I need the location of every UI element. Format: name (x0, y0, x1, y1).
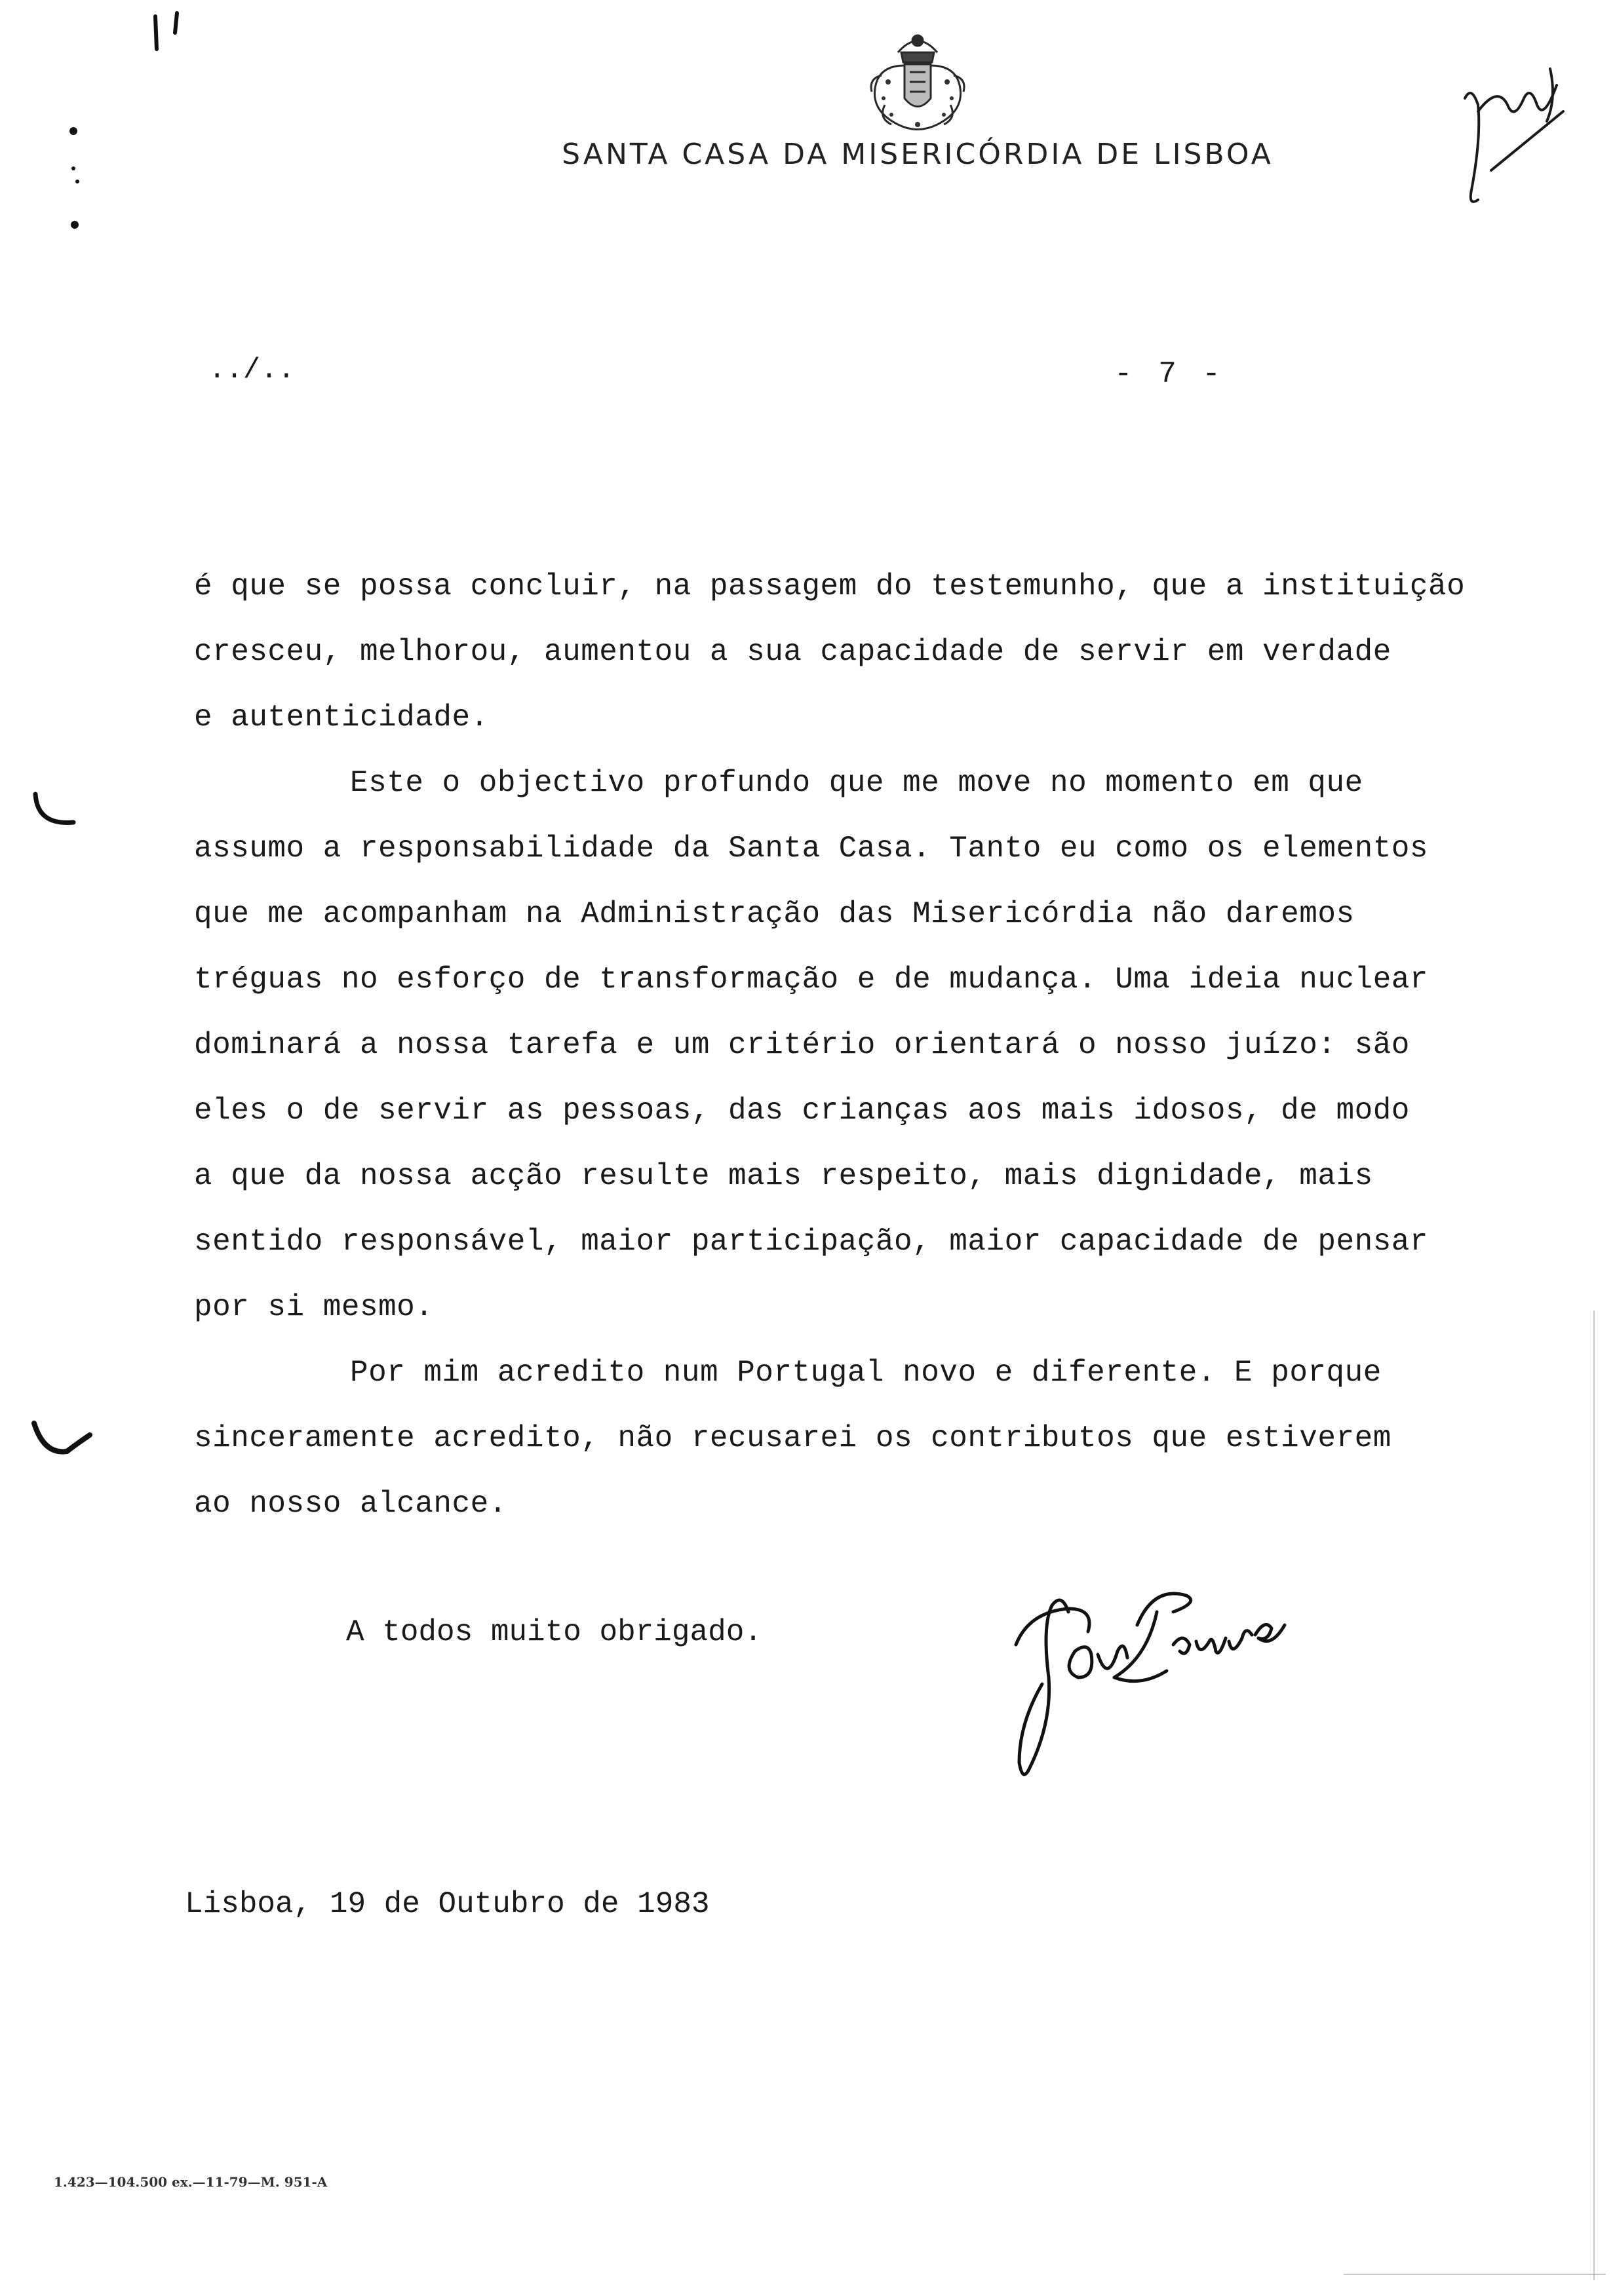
text-line: assumo a responsabilidade da Santa Casa. Tanto eu como os elementos (194, 832, 1429, 866)
margin-mark-icon (147, 10, 200, 56)
text-line: sinceramente acredito, não recusarei os contributos que estiverem (194, 1421, 1391, 1455)
text-line: Por mim acredito num Portugal novo e diferente. E porque (350, 1356, 1382, 1390)
margin-dots-icon (59, 121, 92, 233)
letter-body (194, 554, 1584, 1537)
text-line: por si mesmo. (194, 1290, 434, 1324)
tick-mark-icon (28, 1415, 100, 1468)
text-line: tréguas no esforço de transformação e de mudança. Uma ideia nuclear (194, 963, 1429, 997)
closing-line: A todos muito obrigado. (346, 1615, 762, 1649)
scan-artifact (1593, 1311, 1595, 2280)
text-line: que me acompanham na Administração das Misericórdia não daremos (194, 897, 1355, 931)
text-line: e autenticidade. (194, 700, 489, 735)
text-line: cresceu, melhorou, aumentou a sua capacidade de servir em verdade (194, 635, 1391, 669)
handwritten-signature (990, 1573, 1304, 1782)
text-line: a que da nossa acção resulte mais respeito, mais dignidade, mais (194, 1159, 1373, 1193)
paragraph-1 (194, 554, 1584, 750)
text-line: Este o objectivo profundo que me move no momento em que (350, 766, 1363, 800)
text-line: dominará a nossa tarefa e um critério orientará o nosso juízo: são (194, 1028, 1410, 1062)
text-line: eles o de servir as pessoas, das crianças aos mais idosos, de modo (194, 1094, 1410, 1128)
institution-header: SANTA CASA DA MISERICÓRDIA DE LISBOA (562, 138, 1274, 171)
scan-artifact (1344, 2274, 1606, 2275)
coat-of-arms-icon (852, 26, 983, 138)
paragraph-2 (194, 750, 1584, 1340)
handwritten-initials (1452, 59, 1570, 216)
paragraph-3 (194, 1340, 1584, 1537)
printer-code: 1.423—104.500 ex.—11-79—M. 951-A (54, 2174, 328, 2190)
text-line: sentido responsável, maior participação, maior capacidade de pensar (194, 1225, 1429, 1259)
text-line: é que se possa concluir, na passagem do testemunho, que a instituição (194, 569, 1466, 603)
continuation-marker: ../.. (208, 354, 296, 387)
text-line: ao nosso alcance. (194, 1487, 507, 1521)
place-and-date: Lisboa, 19 de Outubro de 1983 (185, 1887, 710, 1921)
tick-mark-icon (28, 786, 93, 839)
page-number: - 7 - (1114, 357, 1225, 391)
